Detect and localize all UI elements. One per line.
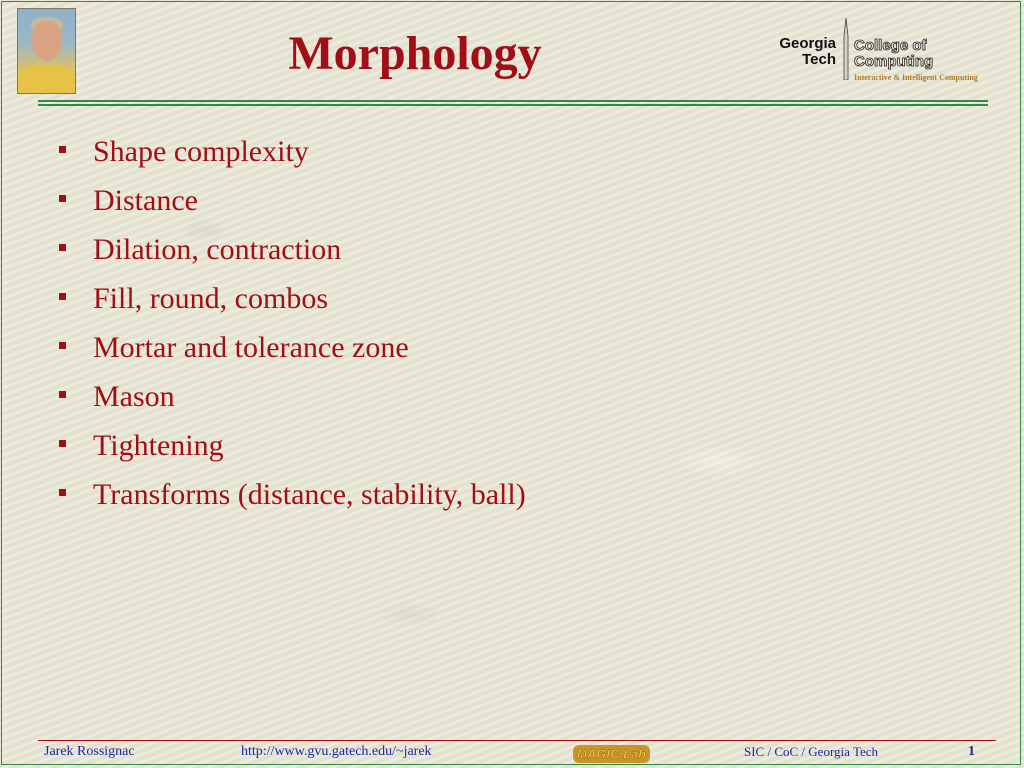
logo-subtitle: Interactive & Intelligent Computing bbox=[854, 73, 978, 82]
footer-author: Jarek Rossignac bbox=[44, 744, 135, 759]
list-item bbox=[55, 277, 526, 326]
logo-georgia-tech bbox=[752, 36, 836, 68]
bullet-text: Tightening bbox=[93, 429, 224, 462]
tower-icon bbox=[842, 18, 850, 80]
list-item bbox=[55, 228, 526, 277]
footer-url-link[interactable]: http://www.gvu.gatech.edu/~jarek bbox=[241, 744, 432, 759]
bullet-square-icon bbox=[59, 195, 66, 202]
list-item bbox=[55, 179, 526, 228]
bullet-square-icon bbox=[59, 146, 66, 153]
logo-college-line2: Computing bbox=[854, 53, 934, 70]
bullet-square-icon bbox=[59, 391, 66, 398]
header-rule-secondary bbox=[38, 104, 988, 106]
list-item bbox=[55, 130, 526, 179]
slide-title: Morphology bbox=[288, 27, 542, 80]
bullet-square-icon bbox=[59, 293, 66, 300]
bullet-text: Shape complexity bbox=[93, 135, 309, 168]
bullet-text: Transforms (distance, stability, ball) bbox=[93, 478, 526, 511]
logo-line1: Georgia bbox=[779, 35, 836, 52]
bullet-text: Distance bbox=[93, 184, 198, 217]
georgia-tech-logo bbox=[752, 18, 1004, 86]
logo-college bbox=[854, 38, 933, 70]
page-number: 1 bbox=[968, 744, 975, 759]
bullet-text: Mortar and tolerance zone bbox=[93, 331, 409, 364]
bullet-square-icon bbox=[59, 244, 66, 251]
list-item bbox=[55, 473, 526, 522]
author-photo bbox=[17, 8, 76, 94]
magic-lab-logo: MAGIC Lab bbox=[573, 745, 650, 763]
bullet-text: Dilation, contraction bbox=[93, 233, 342, 266]
header-rule bbox=[38, 100, 988, 102]
footer-rule bbox=[38, 740, 996, 741]
list-item bbox=[55, 326, 526, 375]
list-item bbox=[55, 375, 526, 424]
footer-organization: SIC / CoC / Georgia Tech bbox=[744, 744, 879, 759]
list-item bbox=[55, 424, 526, 473]
logo-college-line1: College of bbox=[854, 37, 927, 54]
bullet-text: Fill, round, combos bbox=[93, 282, 329, 315]
bullet-square-icon bbox=[59, 489, 66, 496]
bullet-text: Mason bbox=[93, 380, 175, 413]
bullet-square-icon bbox=[59, 440, 66, 447]
bullet-list bbox=[55, 130, 526, 522]
logo-line2: Tech bbox=[802, 51, 836, 68]
bullet-square-icon bbox=[59, 342, 66, 349]
